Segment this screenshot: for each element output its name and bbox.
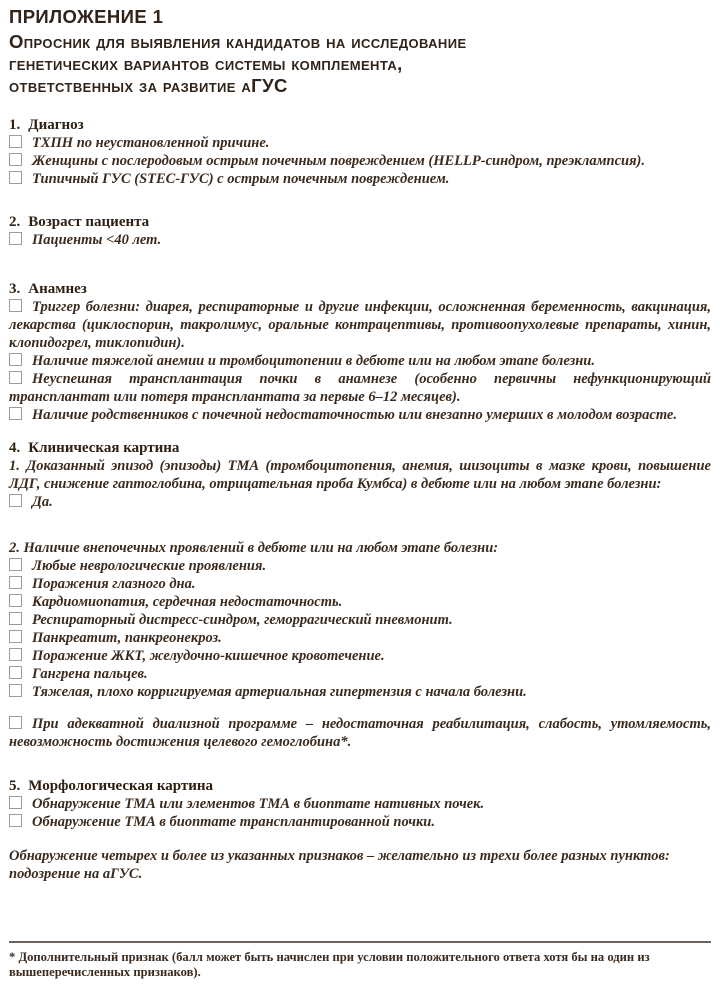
checkbox[interactable] — [9, 494, 22, 507]
checkbox-label: Поражения глазного дна. — [32, 576, 196, 592]
checkbox-label: Неуспешная трансплантация почки в анамнезе (особенно первичны нефункционирующий трансплантат или потеря трансплантата за первые 6–12 месяцев). — [9, 371, 711, 405]
subtitle-line: Опросник для выявления кандидатов на исследование — [9, 31, 467, 52]
section-title: Возраст пациента — [28, 214, 150, 230]
checkbox-item — [9, 715, 711, 751]
checkbox-label: Панкреатит, панкреонекроз. — [32, 630, 222, 646]
section-number: 2. — [9, 214, 21, 230]
checkbox-item — [9, 647, 711, 665]
section-header — [9, 777, 711, 795]
checkbox-label: Респираторный дистресс-синдром, геморрагический пневмонит. — [32, 612, 453, 628]
checkbox-label: Пациенты <40 лет. — [32, 232, 162, 248]
checkbox[interactable] — [9, 371, 22, 384]
checkbox-item — [9, 575, 711, 593]
checkbox[interactable] — [9, 796, 22, 809]
subtitle-line: ответственных за развитие аГУС — [9, 75, 288, 96]
section-header — [9, 439, 711, 457]
checkbox-item — [9, 231, 711, 249]
checkbox-item — [9, 683, 711, 701]
checkbox[interactable] — [9, 558, 22, 571]
section-clinical-picture — [9, 439, 711, 751]
checkbox-label: Кардиомиопатия, сердечная недостаточность. — [32, 594, 343, 610]
section-title: Морфологическая картина — [28, 778, 214, 794]
section-header — [9, 116, 711, 134]
section-anamnesis — [9, 280, 711, 424]
checkbox[interactable] — [9, 594, 22, 607]
checkbox[interactable] — [9, 153, 22, 166]
section-title: Анамнез — [28, 281, 87, 297]
subsection-lead-tma-episode: 1. Доказанный эпизод (эпизоды) ТМА (тромбоцитопения, анемия, шизоциты в мазке крови, повышение ЛДГ, снижение гаптоглобина, отрицательная проба Кумбса) в дебюте или на любом этапе болезни: — [9, 458, 711, 492]
footnote-text: * Дополнительный признак (балл может быть начислен при условии положительного ответа хотя бы на один из вышеперечисленных признаков). — [9, 950, 650, 979]
checkbox-label: Обнаружение ТМА или элементов ТМА в биоптате нативных почек. — [32, 796, 485, 812]
section-morphology — [9, 777, 711, 831]
checkbox[interactable] — [9, 299, 22, 312]
checkbox-item — [9, 629, 711, 647]
subsection-lead-extrarenal: 2. Наличие внепочечных проявлений в дебюте или на любом этапе болезни: — [9, 540, 499, 556]
checkbox-label: Да. — [32, 494, 53, 510]
checkbox[interactable] — [9, 630, 22, 643]
checkbox[interactable] — [9, 612, 22, 625]
checkbox-item — [9, 370, 711, 406]
footnote-divider — [9, 941, 711, 943]
checkbox-label: Триггер болезни: диарея, респираторные и другие инфекции, осложненная беременность, вакцинация, лекарства (циклоспорин, такролимус, оральные контрацептивы, противоопухолевые препараты, хинин, клопидогрел, тиклопидин). — [9, 299, 711, 351]
section-number: 4. — [9, 440, 21, 456]
checkbox-item — [9, 152, 711, 170]
checkbox-item — [9, 593, 711, 611]
conclusion-text: Обнаружение четырех и более из указанных признаков – желательно из трехи более разных пунктов: подозрение на аГУС. — [9, 848, 670, 882]
section-header — [9, 213, 711, 231]
checkbox[interactable] — [9, 576, 22, 589]
checkbox-item — [9, 170, 711, 188]
checkbox[interactable] — [9, 407, 22, 420]
section-patient-age — [9, 213, 711, 249]
checkbox-label: Тяжелая, плохо корригируемая артериальная гипертензия с начала болезни. — [32, 684, 527, 700]
checkbox[interactable] — [9, 135, 22, 148]
page-title: ПРИЛОЖЕНИЕ 1 — [9, 6, 164, 27]
checkbox-label: Обнаружение ТМА в биоптате трансплантированной почки. — [32, 814, 435, 830]
checkbox[interactable] — [9, 716, 22, 729]
checkbox-item — [9, 557, 711, 575]
section-title: Диагноз — [28, 117, 84, 133]
section-diagnosis — [9, 116, 711, 188]
subtitle-line: генетических вариантов системы комплемента, — [9, 53, 403, 74]
checkbox[interactable] — [9, 684, 22, 697]
checkbox-label: Женщины с послеродовым острым почечным повреждением (HELLP-синдром, преэклампсия). — [32, 153, 645, 169]
checkbox-item — [9, 134, 711, 152]
checkbox[interactable] — [9, 232, 22, 245]
checkbox-item — [9, 813, 711, 831]
section-number: 3. — [9, 281, 21, 297]
checkbox[interactable] — [9, 648, 22, 661]
checkbox-label: Наличие тяжелой анемии и тромбоцитопении в дебюте или на любом этапе болезни. — [32, 353, 596, 369]
checkbox-label: Поражение ЖКТ, желудочно-кишечное кровотечение. — [32, 648, 385, 664]
checkbox-item — [9, 611, 711, 629]
checkbox[interactable] — [9, 666, 22, 679]
questionnaire-subtitle — [9, 31, 711, 97]
section-number: 1. — [9, 117, 21, 133]
checkbox-label: При адекватной диализной программе – недостаточная реабилитация, слабость, утомляемость, невозможность достижения целевого гемоглобина*. — [9, 716, 711, 750]
checkbox-item — [9, 665, 711, 683]
checkbox-item — [9, 493, 711, 511]
checkbox-item — [9, 298, 711, 352]
checkbox-label: Любые неврологические проявления. — [32, 558, 267, 574]
page-footer — [9, 941, 711, 980]
section-number: 5. — [9, 778, 21, 794]
section-header — [9, 280, 711, 298]
checkbox-label: ТХПН по неустановленной причине. — [32, 135, 270, 151]
checkbox[interactable] — [9, 353, 22, 366]
checkbox[interactable] — [9, 171, 22, 184]
section-title: Клиническая картина — [28, 440, 180, 456]
checkbox-item — [9, 352, 711, 370]
checkbox-label: Наличие родственников с почечной недостаточностью или внезапно умерших в молодом возрасте. — [32, 407, 677, 423]
checkbox-label: Типичный ГУС (STEC-ГУС) с острым почечным повреждением. — [32, 171, 450, 187]
checkbox-item — [9, 406, 711, 424]
checkbox[interactable] — [9, 814, 22, 827]
checkbox-label: Гангрена пальцев. — [32, 666, 148, 682]
checkbox-item — [9, 795, 711, 813]
